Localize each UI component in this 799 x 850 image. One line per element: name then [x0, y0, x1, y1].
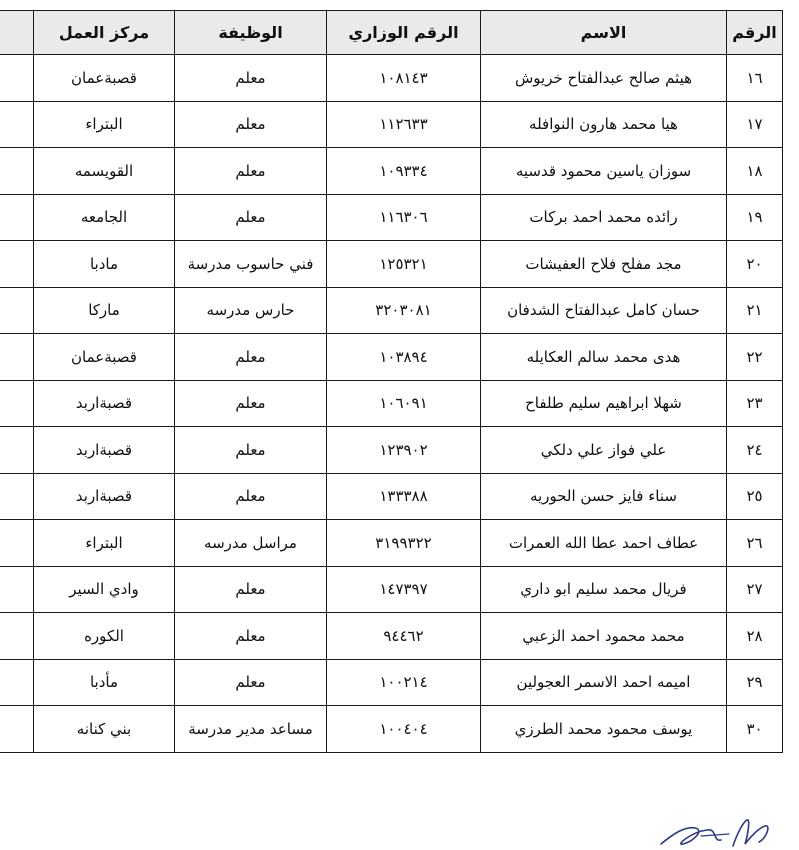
work-cell: القويسمه	[34, 148, 175, 195]
work-cell: قصبةاربد	[34, 473, 175, 520]
id-cell: ١١٦٣٠٦	[327, 194, 481, 241]
table-body	[0, 55, 783, 753]
table-row	[0, 566, 783, 613]
staff-table	[0, 10, 783, 753]
work-cell: قصبةاربد	[34, 427, 175, 474]
name-cell: هيثم صالح عبدالفتاح خريوش	[481, 55, 727, 102]
num-cell: ١٨	[727, 148, 783, 195]
id-cell: ١٠٠٢١٤	[327, 659, 481, 706]
edge-cell	[0, 520, 34, 567]
id-cell: ٩٤٤٦٢	[327, 613, 481, 660]
header-edge-cell	[0, 11, 34, 55]
table-row	[0, 473, 783, 520]
name-cell: محمد محمود احمد الزعبي	[481, 613, 727, 660]
num-cell: ٣٠	[727, 706, 783, 753]
signature-mark	[655, 816, 775, 850]
table-row	[0, 101, 783, 148]
work-cell: ماركا	[34, 287, 175, 334]
name-cell: اميمه احمد الاسمر العجولين	[481, 659, 727, 706]
name-cell: هيا محمد هارون النوافله	[481, 101, 727, 148]
num-cell: ٢٨	[727, 613, 783, 660]
name-cell: فريال محمد سليم ابو داري	[481, 566, 727, 613]
id-cell: ١٤٧٣٩٧	[327, 566, 481, 613]
num-cell: ٢٢	[727, 334, 783, 381]
work-cell: الكوره	[34, 613, 175, 660]
edge-cell	[0, 706, 34, 753]
num-cell: ٢٣	[727, 380, 783, 427]
edge-cell	[0, 55, 34, 102]
name-cell: يوسف محمود محمد الطرزي	[481, 706, 727, 753]
edge-cell	[0, 101, 34, 148]
name-cell: رائده محمد احمد بركات	[481, 194, 727, 241]
edge-cell	[0, 473, 34, 520]
id-cell: ٣٢٠٣٠٨١	[327, 287, 481, 334]
work-cell: البتراء	[34, 101, 175, 148]
table-row	[0, 613, 783, 660]
job-cell: معلم	[175, 101, 327, 148]
edge-cell	[0, 380, 34, 427]
job-cell: معلم	[175, 334, 327, 381]
work-cell: البتراء	[34, 520, 175, 567]
job-cell: حارس مدرسه	[175, 287, 327, 334]
work-cell: قصبةعمان	[34, 55, 175, 102]
table-row	[0, 287, 783, 334]
table-row	[0, 520, 783, 567]
num-cell: ٢٤	[727, 427, 783, 474]
id-cell: ١٢٣٩٠٢	[327, 427, 481, 474]
edge-cell	[0, 241, 34, 288]
id-cell: ١٠٦٠٩١	[327, 380, 481, 427]
signature-stroke	[733, 820, 768, 846]
name-cell: هدى محمد سالم العكايله	[481, 334, 727, 381]
header-work-center: مركز العمل	[34, 11, 175, 55]
table-row	[0, 334, 783, 381]
header-number: الرقم	[727, 11, 783, 55]
header-name: الاسم	[481, 11, 727, 55]
id-cell: ١٠٠٤٠٤	[327, 706, 481, 753]
work-cell: قصبةعمان	[34, 334, 175, 381]
num-cell: ٢١	[727, 287, 783, 334]
name-cell: حسان كامل عبدالفتاح الشدفان	[481, 287, 727, 334]
table-row	[0, 380, 783, 427]
job-cell: معلم	[175, 566, 327, 613]
header-job: الوظيفة	[175, 11, 327, 55]
num-cell: ١٩	[727, 194, 783, 241]
num-cell: ٢٧	[727, 566, 783, 613]
id-cell: ١٠٨١٤٣	[327, 55, 481, 102]
job-cell: معلم	[175, 380, 327, 427]
edge-cell	[0, 659, 34, 706]
job-cell: معلم	[175, 427, 327, 474]
job-cell: معلم	[175, 613, 327, 660]
num-cell: ١٧	[727, 101, 783, 148]
num-cell: ٢٥	[727, 473, 783, 520]
job-cell: معلم	[175, 194, 327, 241]
work-cell: الجامعه	[34, 194, 175, 241]
name-cell: علي فواز علي دلكي	[481, 427, 727, 474]
job-cell: معلم	[175, 473, 327, 520]
work-cell: مادبا	[34, 241, 175, 288]
table-row	[0, 427, 783, 474]
num-cell: ١٦	[727, 55, 783, 102]
id-cell: ١٠٩٣٣٤	[327, 148, 481, 195]
id-cell: ٣١٩٩٣٢٢	[327, 520, 481, 567]
edge-cell	[0, 566, 34, 613]
id-cell: ١٠٣٨٩٤	[327, 334, 481, 381]
table-row	[0, 706, 783, 753]
work-cell: بني كنانه	[34, 706, 175, 753]
name-cell: شهلا ابراهيم سليم طلفاح	[481, 380, 727, 427]
name-cell: سناء فايز حسن الحوريه	[481, 473, 727, 520]
num-cell: ٢٠	[727, 241, 783, 288]
edge-cell	[0, 427, 34, 474]
edge-cell	[0, 148, 34, 195]
edge-cell	[0, 194, 34, 241]
edge-cell	[0, 287, 34, 334]
header-ministry-number: الرقم الوزاري	[327, 11, 481, 55]
work-cell: مأدبا	[34, 659, 175, 706]
table-row	[0, 241, 783, 288]
name-cell: سوزان ياسين محمود قدسيه	[481, 148, 727, 195]
job-cell: فني حاسوب مدرسة	[175, 241, 327, 288]
job-cell: معلم	[175, 148, 327, 195]
id-cell: ١١٢٦٣٣	[327, 101, 481, 148]
table-row	[0, 194, 783, 241]
work-cell: وادي السير	[34, 566, 175, 613]
signature-stroke	[661, 828, 721, 845]
num-cell: ٢٩	[727, 659, 783, 706]
table-row	[0, 148, 783, 195]
header-row	[0, 11, 783, 55]
edge-cell	[0, 334, 34, 381]
name-cell: عطاف احمد عطا الله العمرات	[481, 520, 727, 567]
table-row	[0, 55, 783, 102]
id-cell: ١٢٥٣٢١	[327, 241, 481, 288]
table-header	[0, 11, 783, 55]
job-cell: معلم	[175, 55, 327, 102]
edge-cell	[0, 613, 34, 660]
name-cell: مجد مفلح فلاح العفيشات	[481, 241, 727, 288]
job-cell: مساعد مدير مدرسة	[175, 706, 327, 753]
table-row	[0, 659, 783, 706]
num-cell: ٢٦	[727, 520, 783, 567]
job-cell: معلم	[175, 659, 327, 706]
work-cell: قصبةاربد	[34, 380, 175, 427]
id-cell: ١٣٣٣٨٨	[327, 473, 481, 520]
job-cell: مراسل مدرسه	[175, 520, 327, 567]
